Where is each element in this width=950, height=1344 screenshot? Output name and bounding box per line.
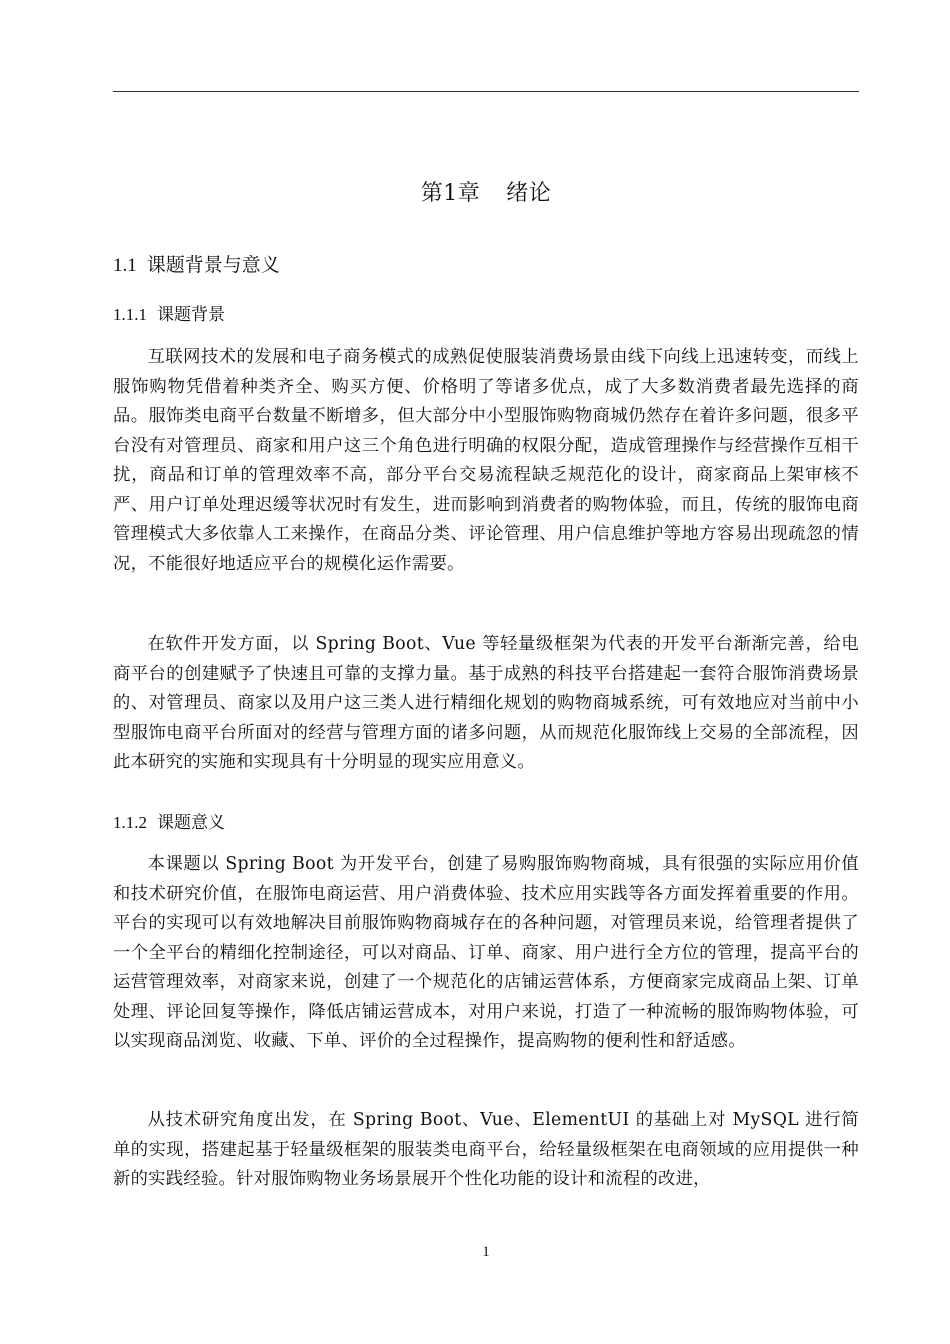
section-title: 课题背景 (157, 305, 225, 325)
section-heading-1-1 (113, 250, 280, 281)
section-title: 课题意义 (157, 813, 225, 833)
section-heading-1-1-1 (113, 301, 225, 329)
section-number: 1.1 (113, 255, 137, 276)
paragraph: 在软件开发方面，以 Spring Boot、Vue 等轻量级框架为代表的开发平台渐渐完善，给电商平台的创建赋予了快速且可靠的支撑力量。基于成熟的科技平台搭建起一套符合服饰消费场景的、对管理员、商家以及用户这三类人进行精细化规划的购物商城系统，可有效地应对当前中小型服饰电商平台所面对的经营与管理方面的诸多问题，从而规范化服饰线上交易的全部流程，因此本研究的实施和实现具有十分明显的现实应用意义。 (113, 634, 859, 772)
section-heading-1-1-2 (113, 809, 225, 837)
paragraph: 从技术研究角度出发，在 Spring Boot、Vue、ElementUI 的基础上对 MySQL 进行简单的实现，搭建起基于轻量级框架的服装类电商平台，给轻量级框架在电商领域的应用提供一种新的实践经验。针对服饰购物业务场景展开个性化功能的设计和流程的改进， (113, 1110, 859, 1189)
paragraph: 互联网技术的发展和电子商务模式的成熟促使服装消费场景由线下向线上迅速转变，而线上服饰购物凭借着种类齐全、购买方便、价格明了等诸多优点，成了大多数消费者最先选择的商品。服饰类电商平台数量不断增多，但大部分中小型服饰购物商城仍然存在着许多问题，很多平台没有对管理员、商家和用户这三个角色进行明确的权限分配，造成管理操作与经营操作互相干扰，商品和订单的管理效率不高，部分平台交易流程缺乏规范化的设计，商家商品上架审核不严、用户订单处理迟缓等状况时有发生，进而影响到消费者的购物体验，而且，传统的服饰电商管理模式大多依靠人工来操作，在商品分类、评论管理、用户信息维护等地方容易出现疏忽的情况，不能很好地适应平台的规模化运作需要。 (113, 347, 859, 574)
chapter-number: 第1章 (420, 181, 481, 206)
chapter-name: 绪论 (506, 181, 552, 206)
paragraph: 本课题以 Spring Boot 为开发平台，创建了易购服饰购物商城，具有很强的实际应用价值和技术研究价值，在服饰电商运营、用户消费体验、技术应用实践等各方面发挥着重要的作用。平台的实现可以有效地解决目前服饰购物商城存在的各种问题，对管理员来说，给管理者提供了一个全平台的精细化控制途径，可以对商品、订单、商家、用户进行全方位的管理，提高平台的运营管理效率，对商家来说，创建了一个规范化的店铺运营体系，方便商家完成商品上架、订单处理、评论回复等操作，降低店铺运营成本，对用户来说，打造了一种流畅的服饰购物体验，可以实现商品浏览、收藏、下单、评价的全过程操作，提高购物的便利性和舒适感。 (113, 854, 859, 1051)
header-rule (113, 91, 859, 92)
section-number: 1.1.2 (113, 813, 147, 832)
section-title: 课题背景与意义 (146, 254, 280, 276)
chapter-title (113, 176, 859, 212)
section-number: 1.1.1 (113, 305, 147, 324)
page-number: 1 (482, 1244, 490, 1260)
